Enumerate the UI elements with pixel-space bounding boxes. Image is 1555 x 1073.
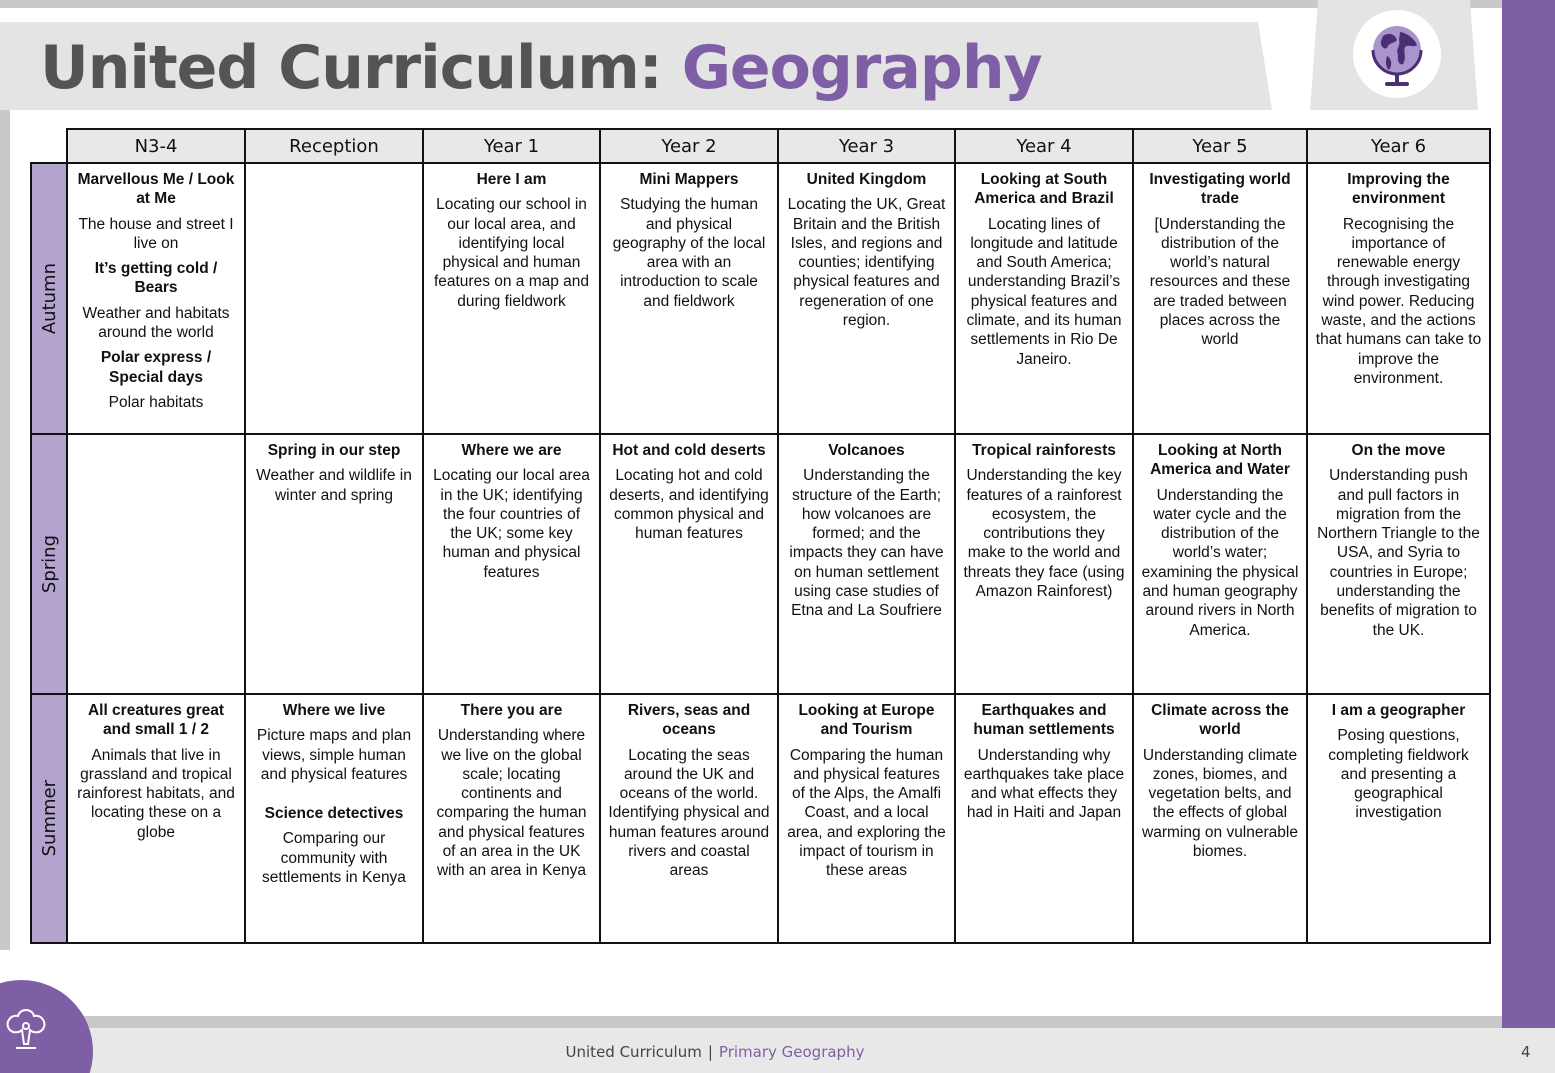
topic-title: Looking at Europe and Tourism bbox=[798, 702, 935, 739]
header-row bbox=[31, 129, 1490, 163]
topic-title: Spring in our step bbox=[267, 442, 401, 459]
topic-title: All creatures great and small 1 / 2 bbox=[87, 702, 225, 739]
col-header-year-1: Year 1 bbox=[423, 129, 600, 163]
corner-cell bbox=[31, 129, 67, 163]
term-cell-spring bbox=[31, 434, 67, 694]
tree-badge bbox=[0, 980, 93, 1073]
tree-icon bbox=[2, 1004, 50, 1052]
table-cell bbox=[67, 694, 245, 943]
table-cell bbox=[1133, 163, 1307, 434]
table-cell bbox=[1133, 434, 1307, 694]
topic-title: Marvellous Me / Look at Me bbox=[77, 171, 235, 208]
page-number: 4 bbox=[1521, 1043, 1531, 1061]
col-header-n3-4: N3-4 bbox=[67, 129, 245, 163]
topic-title: Improving the environment bbox=[1347, 171, 1450, 208]
topic-title: Where we live bbox=[282, 702, 386, 719]
topic-description: Locating lines of longitude and latitude and South America; understanding Brazil’s physical features and climate, and its human settlements in Rio De Janeiro. bbox=[966, 215, 1122, 368]
topic-description: Comparing our community with settlements in Kenya bbox=[262, 830, 406, 887]
table-row bbox=[31, 434, 1490, 694]
topic-description: Understanding why earthquakes take place and what effects they had in Haiti and Japan bbox=[963, 746, 1125, 822]
topic-description: The house and street I live on bbox=[78, 215, 234, 252]
page-title-subject: Geography bbox=[681, 33, 1042, 103]
topic-description: Animals that live in grassland and tropical rainforest habitats, and locating these on a globe bbox=[77, 746, 235, 841]
topic-description: Understanding the key features of a rainforest ecosystem, the contributions they make to the world and threats they face (using Amazon Rainforest) bbox=[963, 467, 1125, 601]
col-header-year-3: Year 3 bbox=[778, 129, 955, 163]
col-header-year-4: Year 4 bbox=[955, 129, 1133, 163]
topic-title: It’s getting cold / Bears bbox=[94, 260, 218, 297]
page-title bbox=[40, 28, 1042, 108]
table-cell bbox=[423, 163, 600, 434]
topic-description: Understanding where we live on the global scale; locating continents and comparing the human and physical features of an area in the UK with an area in Kenya bbox=[436, 727, 587, 880]
term-cell-summer bbox=[31, 694, 67, 943]
term-label: Summer bbox=[38, 780, 60, 857]
table-cell bbox=[955, 434, 1133, 694]
table-cell bbox=[245, 434, 423, 694]
topic-description: Recognising the importance of renewable energy through investigating wind power. Reducing waste, and the actions that humans can take to improve the environment. bbox=[1315, 215, 1482, 387]
topic-title: Mini Mappers bbox=[639, 171, 739, 188]
topic-title: United Kingdom bbox=[806, 171, 927, 188]
table-cell bbox=[1307, 694, 1490, 943]
topic-title: Climate across the world bbox=[1151, 702, 1289, 739]
topic-title: Looking at North America and Water bbox=[1150, 442, 1290, 479]
topic-title: I am a geographer bbox=[1331, 702, 1466, 719]
table-cell bbox=[778, 163, 955, 434]
topic-title: Here I am bbox=[476, 171, 547, 188]
topic-title: Earthquakes and human settlements bbox=[973, 702, 1115, 739]
topic-description: Weather and wildlife in winter and spring bbox=[256, 467, 412, 504]
table-cell bbox=[67, 434, 245, 694]
topic-title: Polar express / Special days bbox=[100, 349, 212, 386]
footer-separator: | bbox=[707, 1043, 713, 1061]
globe-icon bbox=[1367, 20, 1427, 90]
col-header-year-2: Year 2 bbox=[600, 129, 778, 163]
table-cell bbox=[600, 163, 778, 434]
topic-description: Polar habitats bbox=[108, 393, 204, 411]
topic-description: Understanding climate zones, biomes, and vegetation belts, and the effects of global warming on vulnerable biomes. bbox=[1142, 746, 1298, 861]
table-cell bbox=[1307, 163, 1490, 434]
table-cell bbox=[1307, 434, 1490, 694]
table-row bbox=[31, 163, 1490, 434]
table-cell bbox=[600, 694, 778, 943]
topic-title: Looking at South America and Brazil bbox=[974, 171, 1114, 208]
col-header-year-6: Year 6 bbox=[1307, 129, 1490, 163]
topic-title: Investigating world trade bbox=[1149, 171, 1291, 208]
topic-description: Locating our school in our local area, and identifying local physical and human features on a map and during fieldwork bbox=[433, 196, 590, 310]
right-accent-bar bbox=[1502, 0, 1555, 1028]
topic-description: Locating our local area in the UK; identifying the four countries of the UK; some key human and physical features bbox=[433, 467, 590, 581]
topic-description: Studying the human and physical geography of the local area with an introduction to scale and fieldwork bbox=[612, 196, 766, 310]
bottom-bar bbox=[0, 1016, 1502, 1028]
footer-right-text: Primary Geography bbox=[718, 1043, 865, 1061]
table-cell bbox=[955, 694, 1133, 943]
col-header-year-5: Year 5 bbox=[1133, 129, 1307, 163]
topic-description: Understanding the structure of the Earth; how volcanoes are formed; and the impacts they can have on human settlement using case studies of Etna and La Soufriere bbox=[789, 467, 944, 620]
topic-description: Locating hot and cold deserts, and identifying common physical and human features bbox=[609, 467, 769, 543]
left-strip bbox=[0, 110, 10, 950]
table-row bbox=[31, 694, 1490, 943]
table-cell bbox=[778, 694, 955, 943]
topic-description: Understanding push and pull factors in migration from the Northern Triangle to the USA, and Syria to countries in Europe; understanding the benefits of migration to the UK. bbox=[1317, 467, 1480, 639]
topic-title: Tropical rainforests bbox=[972, 442, 1116, 459]
term-label: Spring bbox=[38, 534, 60, 594]
topic-description: Understanding the water cycle and the distribution of the world’s water; examining the physical and human geography around rivers in North America. bbox=[1141, 486, 1299, 639]
table-cell bbox=[67, 163, 245, 434]
topic-title: Science detectives bbox=[264, 805, 404, 823]
page-title-prefix: United Curriculum: bbox=[40, 33, 682, 103]
table-cell bbox=[245, 163, 423, 434]
topic-title: Where we are bbox=[461, 442, 562, 459]
topic-description: Weather and habitats around the world bbox=[82, 304, 230, 342]
topic-description: Locating the seas around the UK and oceans of the world. Identifying physical and human features around rivers and coastal areas bbox=[608, 746, 770, 880]
topic-description: Comparing the human and physical features of the Alps, the Amalfi Coast, and a local area, and exploring the impact of tourism in these areas bbox=[787, 746, 946, 880]
topic-title: Rivers, seas and oceans bbox=[627, 702, 751, 739]
table-cell bbox=[600, 434, 778, 694]
topic-title: Volcanoes bbox=[828, 442, 905, 459]
term-label: Autumn bbox=[38, 262, 60, 335]
table-cell bbox=[423, 434, 600, 694]
table-cell bbox=[245, 694, 423, 943]
table-cell bbox=[423, 694, 600, 943]
topic-description: Posing questions, completing fieldwork and presenting a geographical investigation bbox=[1328, 727, 1469, 822]
col-header-reception: Reception bbox=[245, 129, 423, 163]
table-cell bbox=[1133, 694, 1307, 943]
table-cell bbox=[955, 163, 1133, 434]
table-cell bbox=[778, 434, 955, 694]
term-cell-autumn bbox=[31, 163, 67, 434]
footer-left-text: United Curriculum bbox=[565, 1043, 702, 1061]
top-strip bbox=[0, 0, 1502, 8]
topic-title: There you are bbox=[460, 702, 563, 719]
footer-caption bbox=[0, 1043, 1430, 1061]
topic-description: [Understanding the distribution of the world’s natural resources and these are traded between places across the world bbox=[1149, 215, 1291, 349]
topic-description: Picture maps and plan views, simple human and physical features bbox=[256, 727, 412, 783]
topic-title: On the move bbox=[1351, 442, 1446, 459]
topic-description: Locating the UK, Great Britain and the British Isles, and regions and counties; identifying physical features and regeneration of one region. bbox=[787, 196, 946, 330]
globe-badge bbox=[1353, 10, 1441, 98]
topic-title: Hot and cold deserts bbox=[612, 442, 766, 459]
spacer bbox=[253, 790, 415, 804]
curriculum-table bbox=[30, 128, 1491, 944]
